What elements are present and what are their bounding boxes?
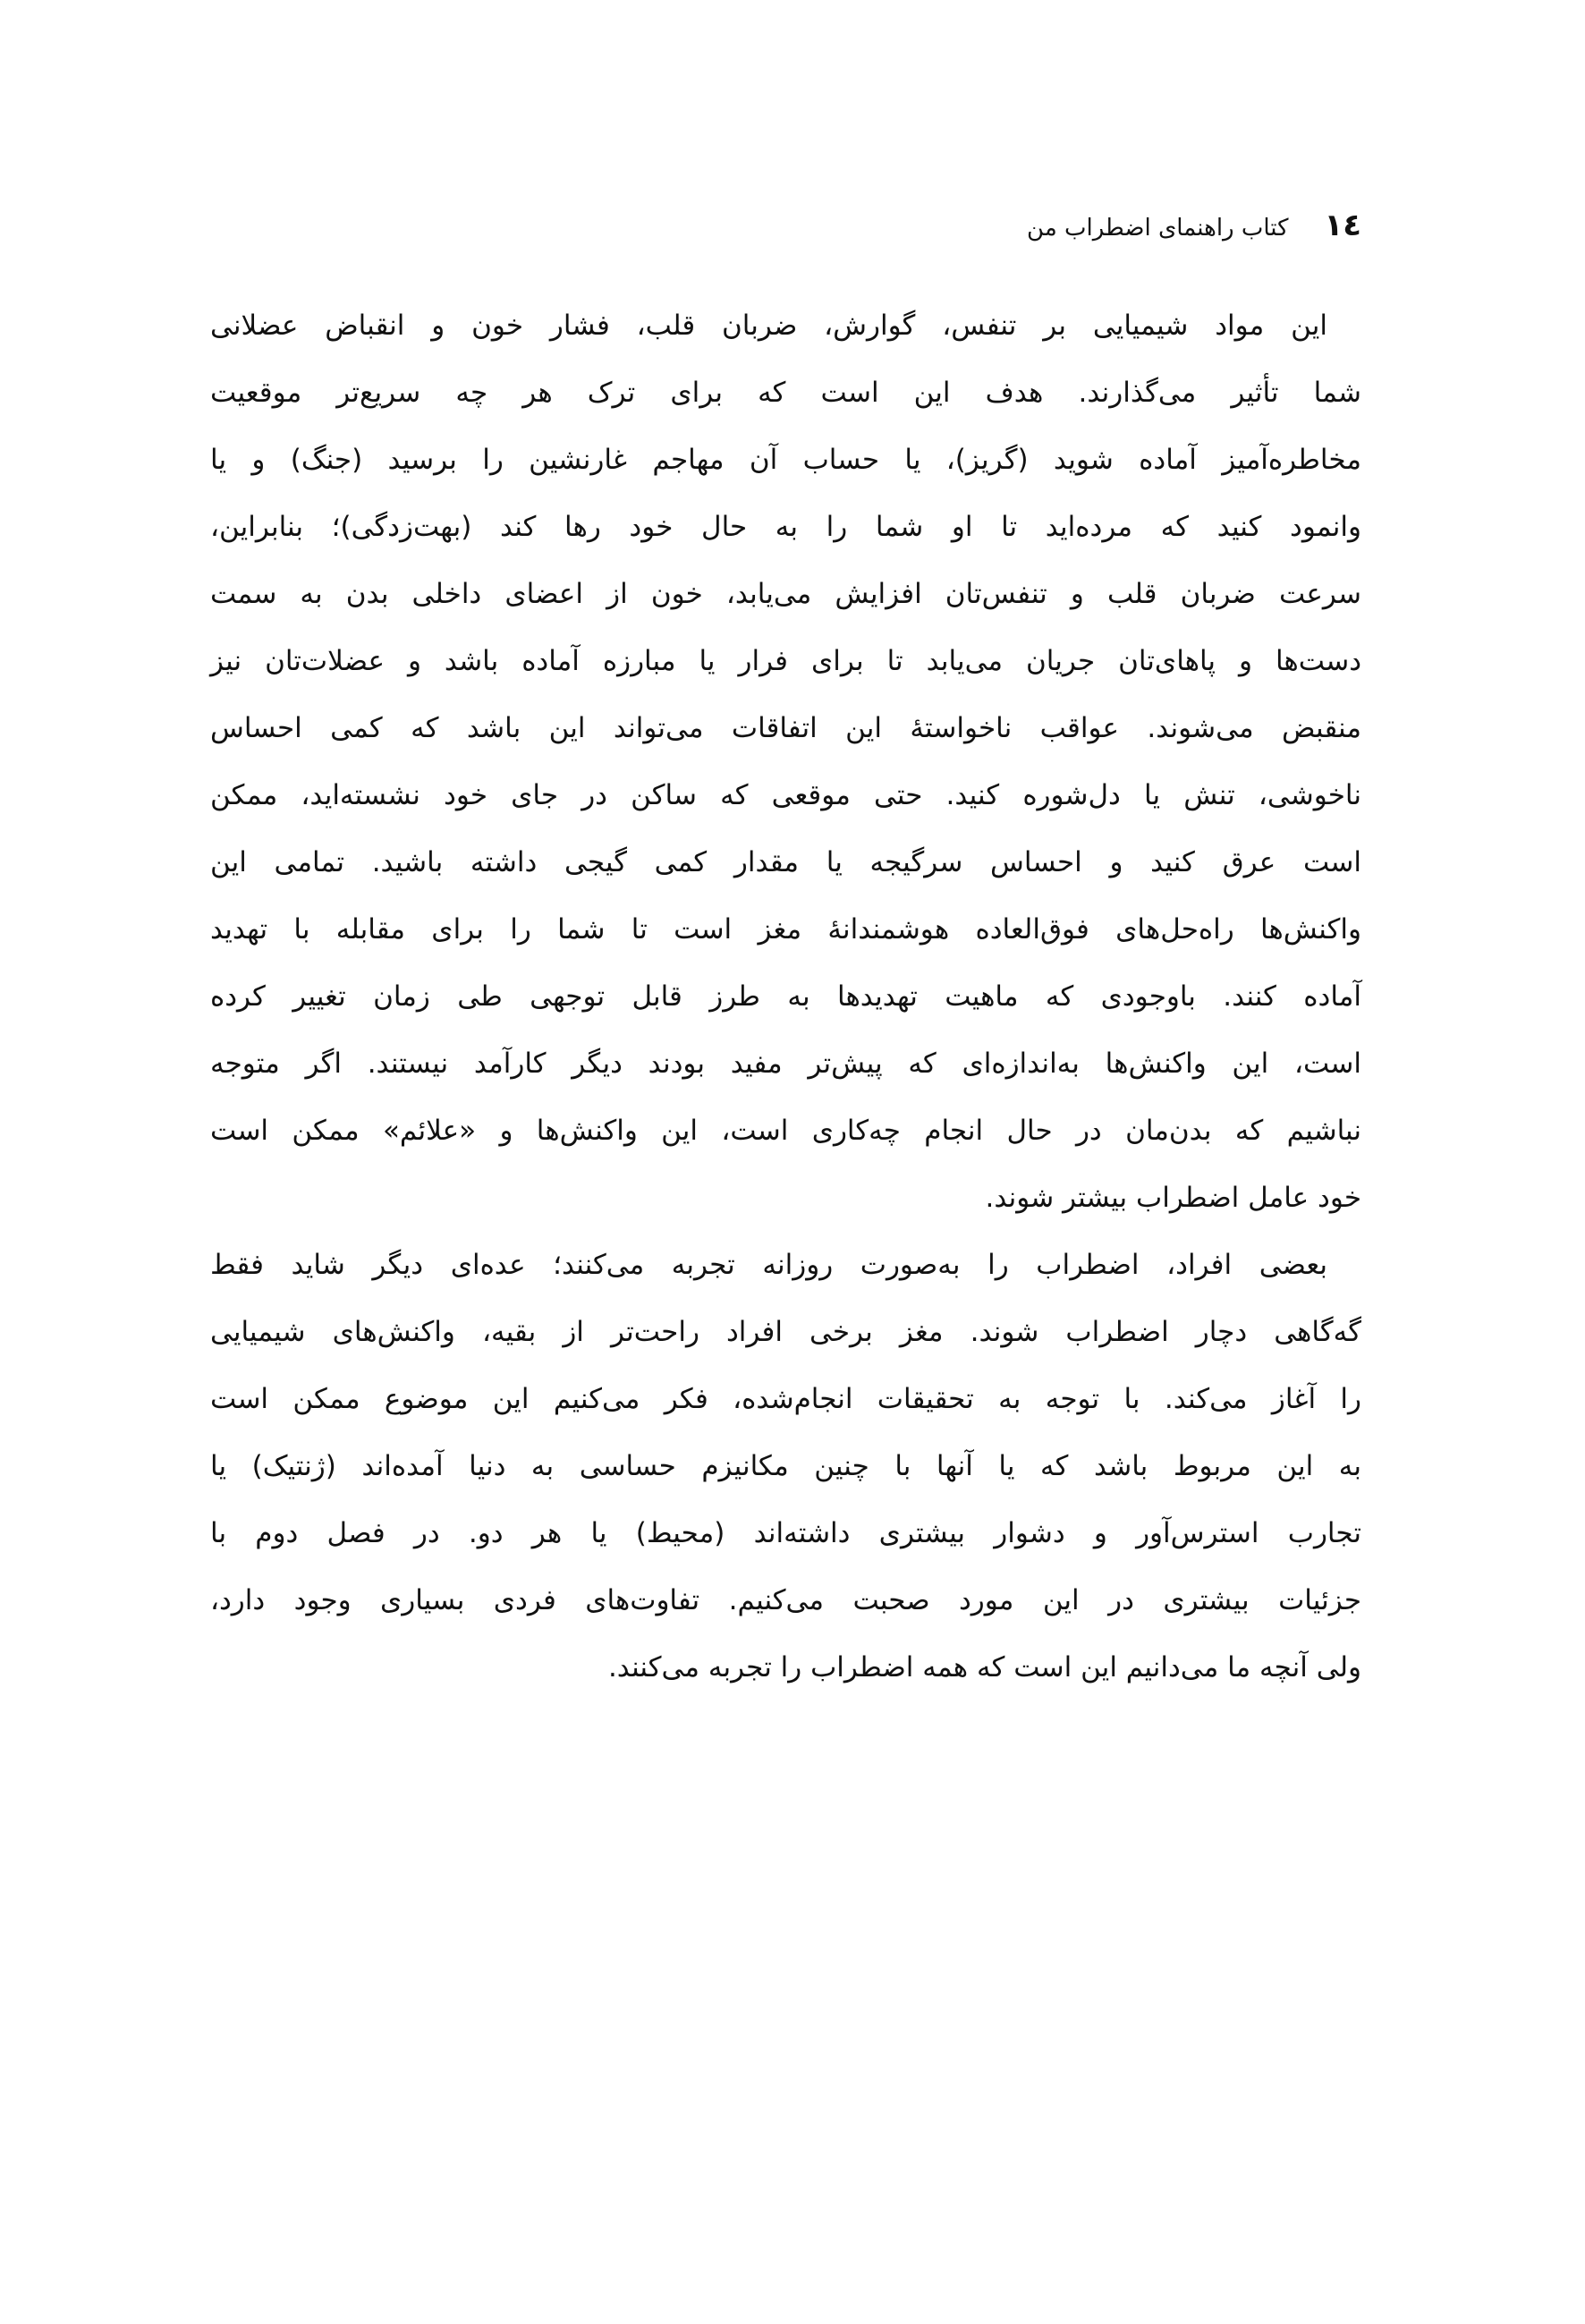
text-line: شما تأثیر می‌گذارند. هدف این است که برای ترک هر چه سریع‌تر موقعیت	[210, 377, 1361, 409]
text-line: جزئیات بیشتری در این مورد صحبت می‌کنیم. تفاوت‌های فردی بسیاری وجود دارد،	[210, 1584, 1361, 1616]
text-line: مخاطره‌آمیز آماده شوید (گریز)، یا حساب آن مهاجم غارنشین را برسید (جنگ) و یا	[210, 444, 1361, 476]
text-line: وانمود کنید که مرده‌اید تا او شما را به حال خود رها کند (بهت‌زدگی)؛ بنابراین،	[210, 511, 1361, 543]
text-line: است، این واکنش‌ها به‌اندازه‌ای که پیش‌تر مفید بودند دیگر کارآمد نیستند. اگر متوجه	[210, 1047, 1361, 1080]
text-line: به این مربوط باشد که یا آنها با چنین مکانیزم حساسی به دنیا آمده‌اند (ژنتیک) یا	[210, 1450, 1361, 1482]
paragraph	[210, 1240, 1361, 1709]
text-line: این مواد شیمیایی بر تنفس، گوارش، ضربان قلب، فشار خون و انقباض عضلانی	[210, 310, 1327, 342]
text-line: ولی آنچه ما می‌دانیم این است که همه اضطراب را تجربه می‌کنند.	[607, 1651, 1361, 1684]
text-line: نباشیم که بدن‌مان در حال انجام چه‌کاری است، این واکنش‌ها و «علائم» ممکن است	[210, 1115, 1361, 1147]
text-line: بعضی افراد، اضطراب را به‌صورت روزانه تجربه می‌کنند؛ عده‌ای دیگر شاید فقط	[210, 1249, 1327, 1281]
running-title: کتاب راهنمای اضطراب من	[1027, 215, 1289, 242]
text-line: منقبض می‌شوند. عواقب ناخواستهٔ این اتفاقات می‌تواند این باشد که کمی احساس	[210, 712, 1361, 744]
paragraph	[210, 301, 1361, 1240]
text-line: آماده کنند. باوجودی که ماهیت تهدیدها به طرز قابل توجهی طی زمان تغییر کرده	[210, 980, 1361, 1013]
text-line: است عرق کنید و احساس سرگیجه یا مقدار کمی گیجی داشته باشید. تمامی این	[210, 846, 1361, 878]
text-line: را آغاز می‌کند. با توجه به تحقیقات انجام‌شده، فکر می‌کنیم این موضوع ممکن است	[210, 1383, 1361, 1415]
text-line: سرعت ضربان قلب و تنفس‌تان افزایش می‌یابد، خون از اعضای داخلی بدن به سمت	[210, 578, 1361, 610]
text-line: خود عامل اضطراب بیشتر شوند.	[985, 1182, 1361, 1214]
body-text	[210, 301, 1361, 1709]
page-number: ١٤	[1324, 208, 1361, 243]
text-line: دست‌ها و پاهای‌تان جریان می‌یابد تا برای فرار یا مبارزه آماده باشد و عضلات‌تان نیز	[210, 645, 1361, 677]
text-line: ناخوشی، تنش یا دل‌شوره کنید. حتی موقعی که ساکن در جای خود نشسته‌اید، ممکن	[210, 779, 1361, 811]
text-line: گه‌گاهی دچار اضطراب شوند. مغز برخی افراد راحت‌تر از بقیه، واکنش‌های شیمیایی	[210, 1316, 1361, 1348]
text-line: واکنش‌ها راه‌حل‌های فوق‌العاده هوشمندانهٔ مغز است تا شما را برای مقابله با تهدید	[210, 913, 1361, 946]
running-header	[1027, 208, 1361, 243]
text-line: تجارب استرس‌آور و دشوار بیشتری داشته‌اند (محیط) یا هر دو. در فصل دوم با	[210, 1517, 1361, 1549]
